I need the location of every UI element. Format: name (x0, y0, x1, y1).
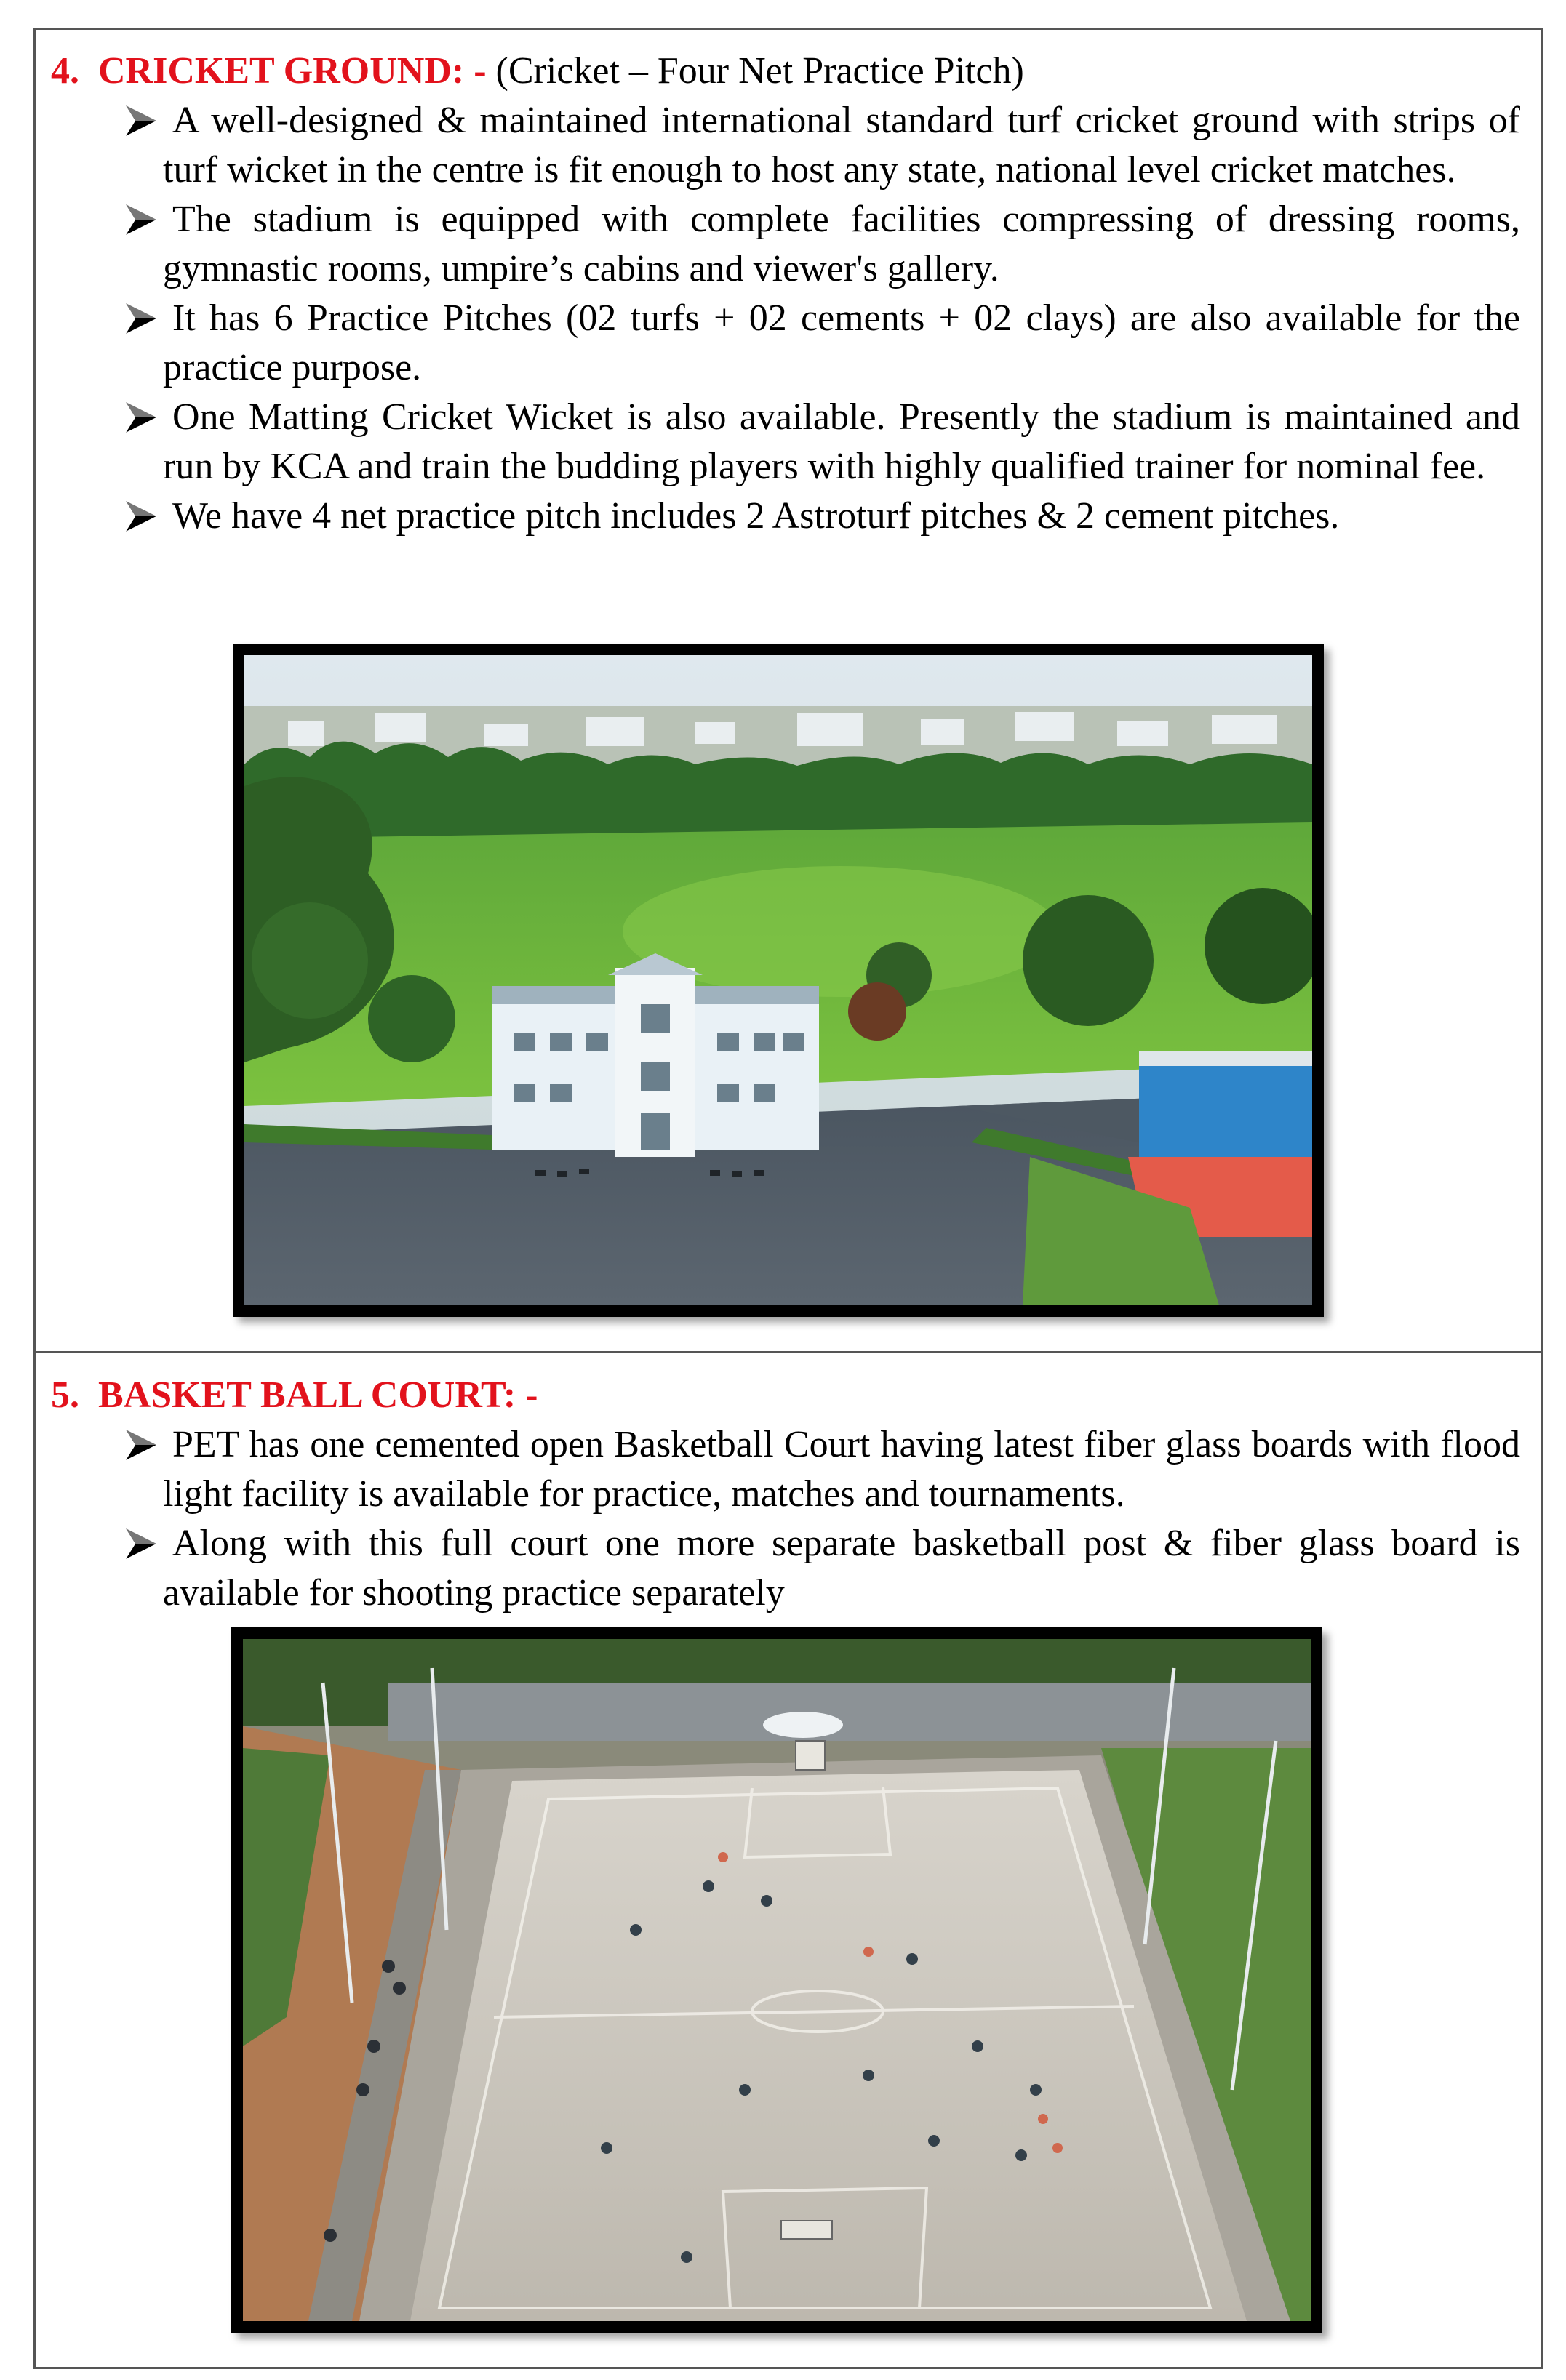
arrow-bullet-icon (122, 1525, 160, 1563)
list-item (51, 1420, 1520, 1519)
section-heading (51, 1371, 1520, 1420)
bullet-list (51, 96, 1520, 541)
bullet-text: We have 4 net practice pitch includes 2 Astroturf pitches & 2 cement pitches. (172, 495, 1340, 537)
section-heading (51, 47, 1520, 96)
basketball-court-image (243, 1639, 1311, 2321)
arrow-bullet-icon (122, 201, 160, 239)
bullet-text: Along with this full court one more separate basketball post & fiber glass board is available for shooting practice separately (163, 1523, 1520, 1614)
section-basketball-court (51, 1371, 1520, 1618)
list-item (51, 294, 1520, 393)
bullet-list (51, 1420, 1520, 1618)
basketball-court-photo (231, 1627, 1322, 2333)
cricket-ground-image (244, 655, 1312, 1305)
arrow-bullet-icon (122, 497, 160, 535)
list-item (51, 195, 1520, 294)
arrow-bullet-icon (122, 398, 160, 436)
list-item (51, 96, 1520, 195)
bullet-text: The stadium is equipped with complete facilities compressing of dressing rooms, gymnastic rooms, umpire’s cabins and viewer's gallery. (163, 199, 1520, 289)
list-item (51, 1519, 1520, 1618)
arrow-bullet-icon (122, 1426, 160, 1464)
section-number: 4. (51, 50, 79, 92)
bullet-text: One Matting Cricket Wicket is also available. Presently the stadium is maintained and run by KCA and train the budding players with highly qualified trainer for nominal fee. (163, 396, 1520, 487)
bullet-text: A well-designed & maintained international standard turf cricket ground with strips of turf wicket in the centre is fit enough to host any state, national level cricket matches. (163, 100, 1520, 191)
section-title: CRICKET GROUND: - (98, 50, 487, 92)
bullet-text: PET has one cemented open Basketball Court having latest fiber glass boards with flood light facility is available for practice, matches and tournaments. (163, 1424, 1520, 1515)
list-item (51, 393, 1520, 492)
section-cricket-ground (51, 47, 1520, 541)
section-title: BASKET BALL COURT: - (98, 1374, 538, 1416)
arrow-bullet-icon (122, 102, 160, 140)
section-subtitle: (Cricket – Four Net Practice Pitch) (495, 50, 1024, 92)
list-item (51, 492, 1520, 541)
bullet-text: It has 6 Practice Pitches (02 turfs + 02 cements + 02 clays) are also available for the practice purpose. (163, 297, 1520, 388)
section-number: 5. (51, 1374, 79, 1416)
arrow-bullet-icon (122, 300, 160, 337)
section-divider (33, 1351, 1543, 1353)
cricket-ground-photo (233, 644, 1324, 1317)
